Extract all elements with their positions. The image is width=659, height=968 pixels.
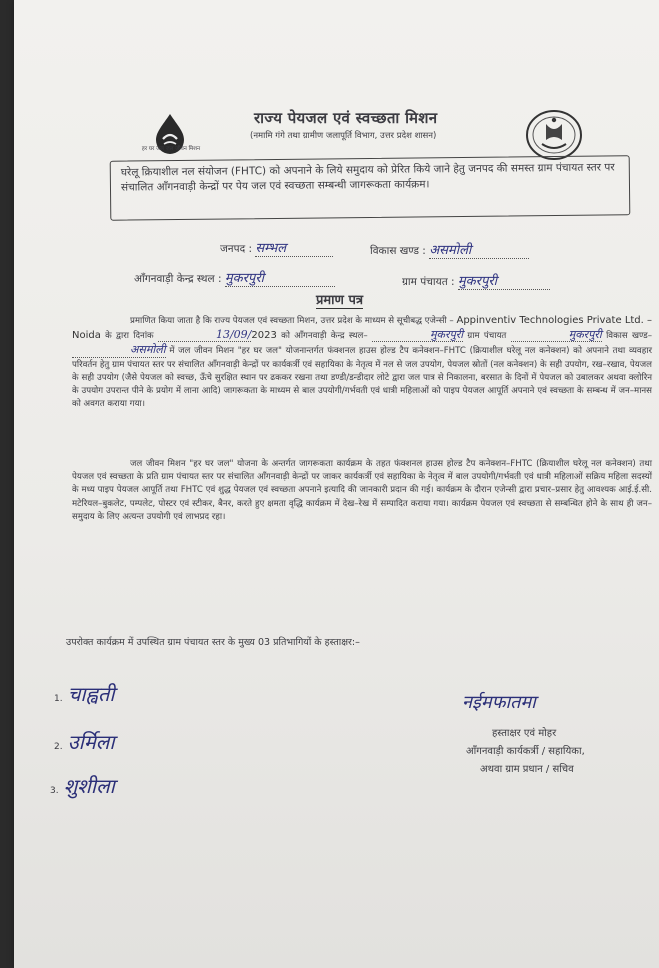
para1-at-center: को आँगनवाड़ी केन्द्र स्थल– [281,331,368,342]
block-field [370,240,529,259]
programme-year: 2023 [251,330,277,342]
participant-signature-3 [50,772,115,799]
official-signature: नईमफातमा [462,692,536,713]
block-value: असमोली [429,240,529,259]
participant-number: 1. [54,694,63,704]
programme-heading-box [110,155,631,220]
certificate-paragraph-1 [72,314,652,411]
panchayat-label: ग्राम पंचायत : [402,276,455,288]
district-label: जनपद : [220,243,253,255]
block-label: विकास खण्ड : [370,245,426,257]
center-value: मुकरपुरी [225,268,335,287]
para1-start: प्रमाणित किया जाता है कि राज्य पेयजल एवं स्वच्छता मिशन, उत्तर प्रदेश के माध्यम से सूचीबद्ध एजेन्सी – [130,316,454,326]
para1-block-value: असमोली [72,343,166,357]
participant-signature-1 [54,680,115,707]
para1-rest: में जल जीवन मिशन "हर घर जल" योजनान्तर्गत फंक्शनल हाउस होल्ड टैप कनेक्शन–FHTC (क्रियाशील घरेलू नल कनेक्शन) को अपनाने तथा व्यवहार परिवर्तन हेतु ग्राम पंचायत स्तर पर संचालित आँगनवाड़ी केन्द्रों पर कार्यकर्त्री एवं सहायिका के नेतृत्व में नल से जल उपयोग, पेयजल स्रोतों (नल कनेक्शन) के सही उपयोग, रख–रखाव, पेयजल के सही उपयोग (जैसे पेयजल को स्वच्छ, ऊँचे सुरक्षित स्थान पर ढककर रखना तथा डण्डी/डन्डीदार लोटे द्वारा जल पात्र से निकालना, बरसात के दिनों में पेयजल को उबालकर अथवा क्लोरिन के उपयोग उपरान्त पीने के प्रयोग में लाना आदि) जागरूकता के माध्यम से बाल उपयोगी/गर्भवती एवं धात्री महिलाओं को पाइप पेयजल आपूर्ति अपनाने एवं स्वच्छता के सम्बन्ध में जन–मानस को अवगत कराया गया। [72,346,652,410]
participant-number: 2. [54,742,63,752]
center-field [134,268,335,287]
participant-signature-2 [54,728,115,755]
up-government-emblem [524,108,584,162]
logo-tagline: हर घर जल जल जीवन मिशन [141,146,201,152]
center-label: आँगनवाड़ी केन्द्र स्थल : [134,273,222,285]
participant-signature: चाह्वती [67,682,115,706]
certificate-heading: प्रमाण पत्र [316,290,363,309]
document-page [14,0,659,968]
para1-panchayat-label: ग्राम पंचायत [467,331,507,342]
mission-subtitle: (नमामि गंगे तथा ग्रामीण जलापूर्ति विभाग, उत्तर प्रदेश शासन) [250,131,437,141]
mission-title: राज्य पेयजल एवं स्वच्छता मिशन [254,109,438,127]
programme-heading-text: घरेलू क्रियाशील नल संयोजन (FHTC) को अपनाने के लिये समुदाय को प्रेरित किये जाने हेतु जनपद की समस्त ग्राम पंचायत स्तर पर संचालित आँगनवाड़ी केन्द्रों पर पेय जल एवं स्वच्छता सम्बन्धी जागरूकता कार्यक्रम। [120,161,615,194]
participant-signature: शुशीला [63,774,115,798]
participants-intro: उपरोक्त कार्यक्रम में उपस्थित ग्राम पंचायत स्तर के मुख्य 03 प्रतिभागियों के हस्ताक्षर:– [66,637,360,648]
agency-name: Appinventiv Technologies Private Ltd. – Noida [72,315,653,342]
district-value: सम्भल [255,238,333,257]
sign-and-seal-label: हस्ताक्षर एवं मोहर [492,728,557,739]
pradhan-secretary-label: अथवा ग्राम प्रधान / सचिव [480,764,574,775]
programme-date: 13/09/ [158,328,251,342]
para1-panchayat-value: मुकरपुरी [511,328,602,342]
panchayat-field [402,271,550,290]
participant-signature: उर्मिला [67,730,115,754]
certificate-paragraph-2: जल जीवन मिशन "हर घर जल" योजना के अन्तर्गत जागरूकता कार्यक्रम के तहत फंक्शनल हाउस होल्ड टैप कनेक्शन–FHTC (क्रियाशील घरेलू नल कनेक्शन) तथा पेयजल एवं स्वच्छता के प्रति ग्राम पंचायत स्तर पर संचालित आँगनवाड़ी केन्द्रों पर जाकर कार्यकर्त्री एवं सहायिका के नेतृत्व में बाल उपयोगी/गर्भवती एवं धात्री महिलाओं सक्रिय महिला सदस्यों के मध्य पाइप पेयजल आपूर्ति तथा FHTC एवं शुद्ध पेयजल एवं स्वच्छता अपनाने इत्यादि की जानकारी प्रदान की गई। कार्यक्रम के दौरान एजेन्सी द्वारा प्रचार–प्रसार हेतु आवश्यक आई.ई.सी. मटेरियल–बुकलेट, पम्पलेट, पोस्टर एवं स्टीकर, बैनर, करते हुए क्षमता वृद्धि कार्यक्रम में देख–रेख में सम्पादित कराया गया। कार्यक्रम पेयजल एवं स्वच्छता से सम्बन्धित होने के साथ ही जन–समुदाय के लिए अत्यन्त उपयोगी एवं लाभप्रद रहा। [72,459,652,522]
para1-by-date: के द्वारा दिनांक [105,331,154,342]
para1-center-value: मुकरपुरी [372,328,463,342]
district-field [220,238,333,257]
para1-block-label: विकास खण्ड– [606,331,653,342]
participant-number: 3. [50,786,59,796]
anganwadi-worker-label: आँगनवाड़ी कार्यकर्त्री / सहायिका, [466,746,585,757]
panchayat-value: मुकरपुरी [458,271,550,290]
